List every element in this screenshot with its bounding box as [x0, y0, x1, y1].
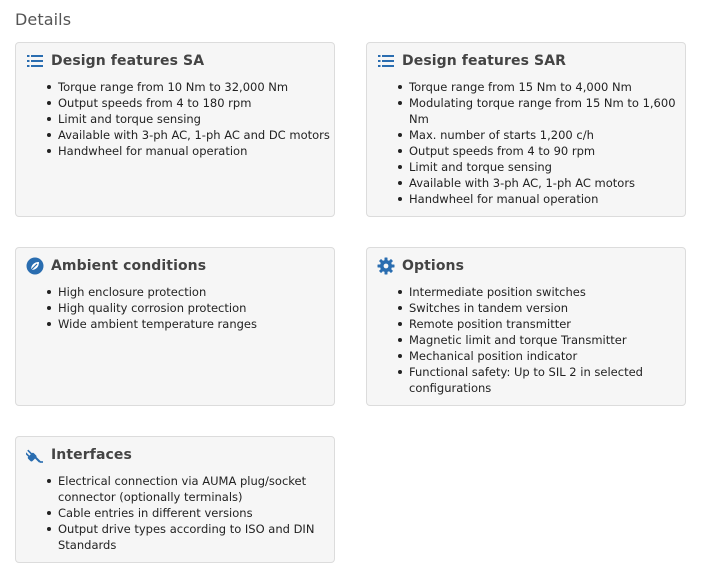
list-item: High enclosure protection [58, 284, 257, 300]
feature-list [58, 284, 257, 332]
card-title: Design features SAR [402, 53, 567, 69]
card-options [366, 247, 686, 406]
list-icon [26, 52, 44, 70]
card-header [26, 52, 204, 70]
leaf-icon [26, 257, 44, 275]
gear-icon [377, 257, 395, 275]
list-item: Mechanical position indicator [409, 348, 643, 364]
card-header [26, 446, 132, 464]
list-item: Output speeds from 4 to 180 rpm [58, 95, 330, 111]
list-item: Handwheel for manual operation [58, 143, 330, 159]
page-title: Details [15, 10, 72, 29]
list-item: Max. number of starts 1,200 c/h [409, 127, 676, 143]
card-design-features-sar [366, 42, 686, 217]
list-item: Modulating torque range from 15 Nm to 1,600 [409, 96, 676, 110]
list-item-continuation: Standards [58, 538, 117, 552]
list-item-continuation: connector (optionally terminals) [58, 490, 243, 504]
list-item: Limit and torque sensing [409, 159, 676, 175]
card-title: Options [402, 258, 465, 274]
feature-list [58, 473, 314, 553]
card-interfaces [15, 436, 335, 563]
list-item: Output speeds from 4 to 90 rpm [409, 143, 676, 159]
card-title: Design features SA [51, 53, 205, 69]
list-item: Electrical connection via AUMA plug/socket [58, 473, 314, 489]
list-item: High quality corrosion protection [58, 300, 257, 316]
list-item: Remote position transmitter [409, 316, 643, 332]
card-title: Interfaces [51, 447, 132, 463]
list-item: Handwheel for manual operation [409, 191, 676, 207]
card-header [26, 257, 206, 275]
list-item: Limit and torque sensing [58, 111, 330, 127]
list-item-continuation: Nm [409, 112, 429, 126]
list-item: Cable entries in different versions [58, 505, 314, 521]
card-design-features-sa [15, 42, 335, 217]
list-item: Switches in tandem version [409, 300, 643, 316]
card-header [377, 257, 464, 275]
card-title: Ambient conditions [51, 258, 207, 274]
list-item: Intermediate position switches [409, 284, 643, 300]
card-ambient-conditions [15, 247, 335, 406]
list-item-continuation: configurations [409, 381, 492, 395]
card-header [377, 52, 566, 70]
list-item: Output drive types according to ISO and DIN [58, 522, 315, 536]
list-item: Wide ambient temperature ranges [58, 317, 257, 331]
feature-list [409, 284, 643, 396]
feature-list [58, 79, 330, 159]
list-item: Magnetic limit and torque Transmitter [409, 332, 643, 348]
feature-list [409, 79, 676, 207]
list-item: Available with 3-ph AC, 1-ph AC and DC motors [58, 128, 330, 142]
list-icon [377, 52, 395, 70]
list-item: Functional safety: Up to SIL 2 in selected [409, 365, 643, 379]
plug-icon [26, 446, 44, 464]
list-item: Torque range from 15 Nm to 4,000 Nm [409, 79, 676, 95]
list-item: Available with 3-ph AC, 1-ph AC motors [409, 175, 676, 191]
list-item: Torque range from 10 Nm to 32,000 Nm [58, 79, 330, 95]
